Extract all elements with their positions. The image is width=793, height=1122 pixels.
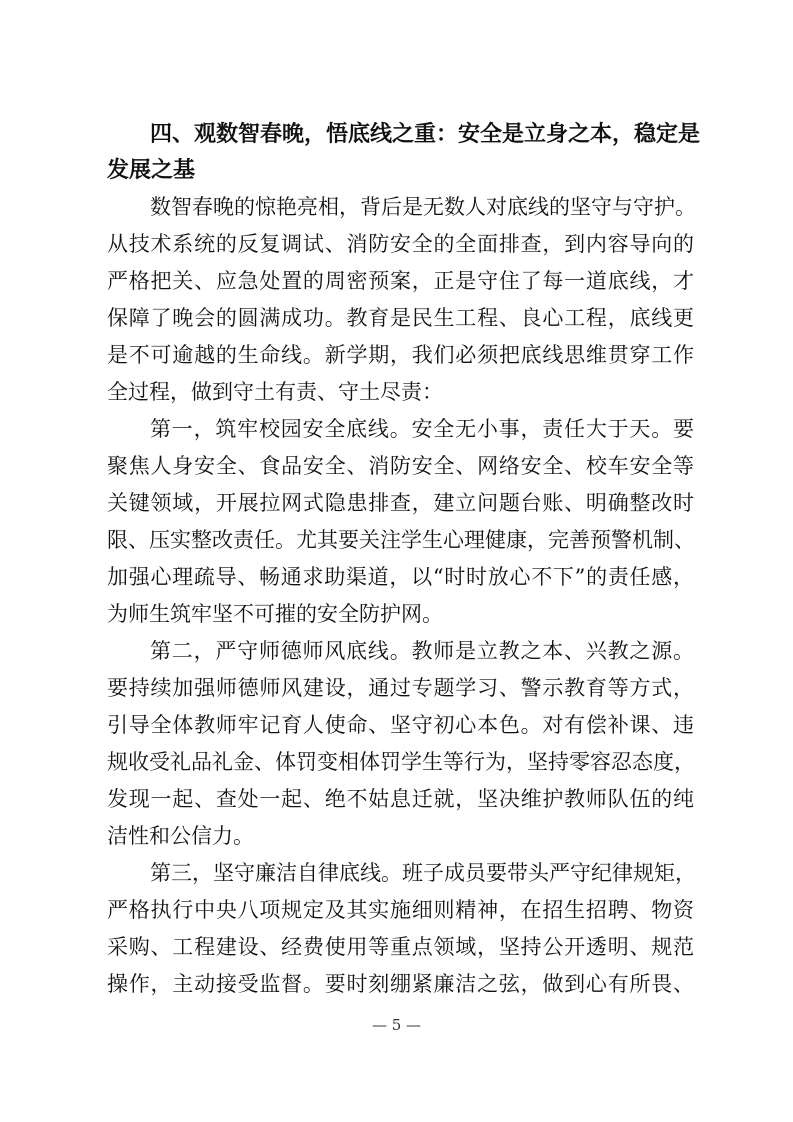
section-heading xyxy=(107,116,701,189)
page-number: — 5 — xyxy=(371,1016,422,1034)
paragraph xyxy=(107,411,694,633)
paragraph-line: 操作，主动接受监督。要时刻绷紧廉洁之弦，做到心有所畏、 xyxy=(107,972,694,996)
paragraphs xyxy=(107,189,694,1003)
paragraph-line: 保障了晚会的圆满成功。教育是民生工程、良心工程，底线更 xyxy=(107,306,694,330)
paragraph-line: 引导全体教师牢记育人使命、坚守初心本色。对有偿补课、违 xyxy=(107,713,694,737)
paragraph-line: 严格把关、应急处置的周密预案，正是守住了每一道底线，才 xyxy=(107,269,694,293)
paragraph xyxy=(107,633,694,855)
paragraph-line: 发现一起、查处一起、绝不姑息迁就，坚决维护教师队伍的纯 xyxy=(107,787,694,811)
paragraph-line: 第三，坚守廉洁自律底线。班子成员要带头严守纪律规矩， xyxy=(150,861,696,885)
paragraph-line: 是不可逾越的生命线。新学期，我们必须把底线思维贯穿工作 xyxy=(107,343,694,367)
paragraph xyxy=(107,189,694,411)
paragraph-line: 加强心理疏导、畅通求助渠道，以“时时放心不下”的责任感， xyxy=(107,565,694,589)
document-body xyxy=(107,116,701,1003)
paragraph xyxy=(107,855,694,1003)
paragraph-line: 规收受礼品礼金、体罚变相体罚学生等行为，坚持零容忍态度， xyxy=(107,750,695,774)
paragraph-line: 第一，筑牢校园安全底线。安全无小事，责任大于天。要 xyxy=(150,417,694,441)
paragraph-line: 聚焦人身安全、食品安全、消防安全、网络安全、校车安全等 xyxy=(107,454,694,478)
paragraph-line: 严格执行中央八项规定及其实施细则精神，在招生招聘、物资 xyxy=(107,898,694,922)
paragraph-line: 为师生筑牢坚不可摧的安全防护网。 xyxy=(107,602,443,626)
heading-line: 四、观数智春晚，悟底线之重：安全是立身之本，稳定是 xyxy=(150,122,701,147)
paragraph-line: 采购、工程建设、经费使用等重点领域，坚持公开透明、规范 xyxy=(107,935,694,959)
paragraph-line: 从技术系统的反复调试、消防安全的全面排查，到内容导向的 xyxy=(107,232,694,256)
paragraph-line: 限、压实整改责任。尤其要关注学生心理健康，完善预警机制、 xyxy=(107,528,695,552)
paragraph-line: 第二，严守师德师风底线。教师是立教之本、兴教之源。 xyxy=(150,639,694,663)
paragraph-line: 要持续加强师德师风建设，通过专题学习、警示教育等方式， xyxy=(107,676,694,700)
paragraph-line: 关键领域，开展拉网式隐患排查，建立问题台账、明确整改时 xyxy=(107,491,694,515)
paragraph-line: 全过程，做到守土有责、守土尽责： xyxy=(107,380,443,404)
paragraph-line: 洁性和公信力。 xyxy=(107,824,254,848)
heading-line: 发展之基 xyxy=(107,158,196,183)
paragraph-line: 数智春晚的惊艳亮相，背后是无数人对底线的坚守与守护。 xyxy=(150,195,696,219)
